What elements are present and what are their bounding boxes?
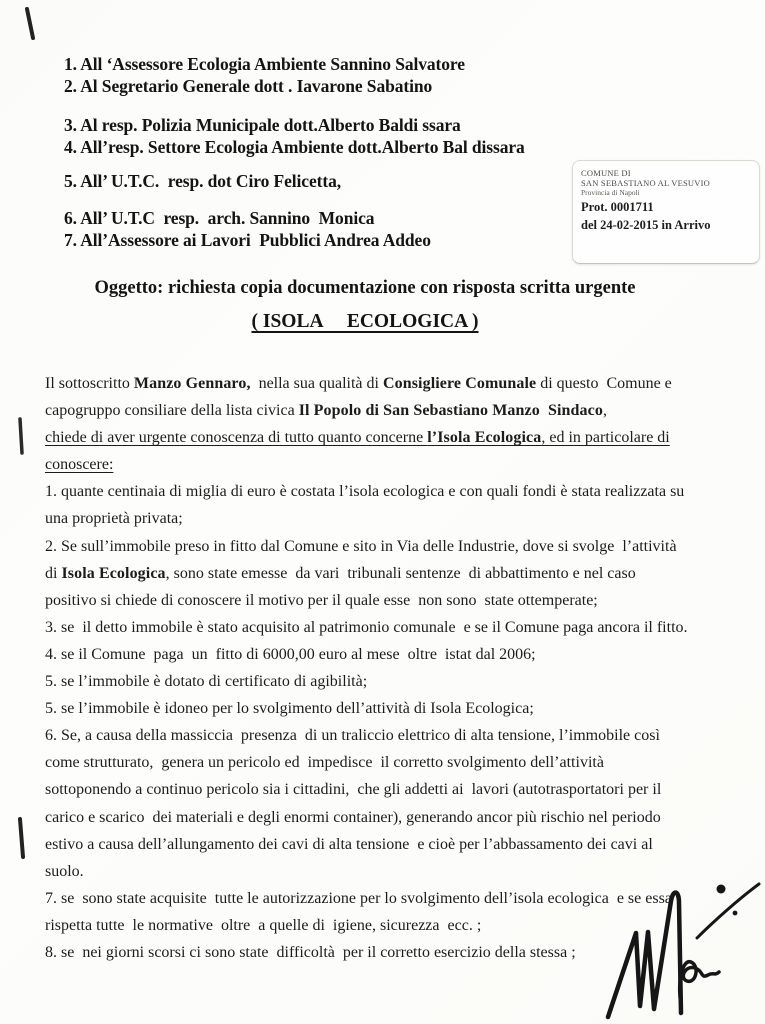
addressee-group bbox=[64, 171, 341, 193]
body-segment: 2. Se sull’immobile preso in fitto dal Comune e sito in Via delle Industrie, dove si svolge l’attività bbox=[45, 537, 677, 555]
body-segment: 7. se sono state acquisite tutte le autorizzazione per lo svolgimento dell’isola ecologica e se essa bbox=[45, 889, 672, 907]
stamp-date-line: del 24-02-2015 in Arrivo bbox=[581, 218, 711, 232]
body-line bbox=[45, 722, 745, 749]
body-segment: sottoponendo a continuo pericolo sia i cittadini, che gli addetti ai lavori (autotrasportatori per il bbox=[45, 781, 662, 799]
body-line bbox=[45, 885, 745, 912]
body-segment: come strutturato, genera un pericolo ed impedisce il corretto svolgimento dell’attività bbox=[45, 754, 604, 772]
body-line bbox=[45, 533, 745, 560]
addressee-line: 7. All’Assessore ai Lavori Pubblici Andrea Addeo bbox=[64, 229, 431, 250]
body-segment: capogruppo consiliare della lista civica bbox=[45, 402, 299, 420]
body-line bbox=[45, 397, 745, 424]
ink-mark-top-left bbox=[0, 0, 60, 60]
addressee-group bbox=[64, 208, 431, 251]
body-segment: carico e scarico dei materiali e degli enormi container), generando ancor più rischio nel periodo bbox=[45, 808, 661, 826]
body-segment-bold: l’Isola Ecologica bbox=[427, 429, 542, 447]
addressee-line: 1. All ‘Assessore Ecologia Ambiente Sannino Salvatore bbox=[64, 54, 465, 74]
body-segment: suolo. bbox=[45, 862, 84, 880]
body-segment: di bbox=[45, 564, 62, 582]
body-line bbox=[45, 505, 745, 532]
body-segment: 1. quante centinaia di miglia di euro è costata l’isola ecologica e con quali fondi è stata realizzata su bbox=[45, 483, 685, 501]
body-segment: Il sottoscritto bbox=[45, 375, 134, 392]
body-segment: nella sua qualità di bbox=[250, 375, 383, 392]
addressee-line: 6. All’ U.T.C resp. arch. Sannino Monica bbox=[64, 208, 375, 228]
stamp-commune-line: COMUNE DI bbox=[581, 168, 631, 178]
addressee-group bbox=[64, 115, 525, 158]
addressee-line: 2. Al Segretario Generale dott . Iavarone Sabatino bbox=[64, 75, 433, 96]
body-line bbox=[45, 424, 745, 451]
body-segment: , sono state emesse da vari tribunali sentenze di abbattimento e nel caso bbox=[165, 564, 636, 582]
body-line bbox=[45, 370, 745, 397]
body-segment-bold: Consigliere Comunale bbox=[382, 375, 537, 392]
body-segment: , ed in particolare di bbox=[541, 429, 670, 447]
body-line bbox=[45, 641, 745, 668]
body-segment-bold: Manzo Gennaro, bbox=[133, 375, 251, 392]
addressee-line: 5. All’ U.T.C. resp. dot Ciro Felicetta, bbox=[64, 171, 341, 191]
letter-body bbox=[45, 370, 745, 966]
body-segment: conoscere: bbox=[45, 456, 114, 474]
subject-emphasis bbox=[45, 311, 685, 333]
stamp-city-line: SAN SEBASTIANO AL VESUVIO bbox=[581, 178, 710, 188]
addressee-line: 4. All’resp. Settore Ecologia Ambiente dott.Alberto Bal dissara bbox=[64, 136, 525, 157]
addressee-line: 3. Al resp. Polizia Municipale dott.Alberto Baldi ssara bbox=[64, 115, 461, 135]
addressee-group bbox=[64, 54, 465, 97]
body-segment: rispetta tutte le normative oltre a quelle di igiene, sicurezza ecc. ; bbox=[45, 916, 482, 934]
body-segment: 5. se l’immobile è dotato di certificato di agibilità; bbox=[45, 673, 368, 691]
body-line bbox=[45, 451, 745, 478]
body-segment-bold: Isola Ecologica bbox=[61, 564, 166, 582]
body-segment: , bbox=[602, 402, 607, 420]
body-segment: 6. Se, a causa della massiccia presenza di un traliccio elettrico di alta tensione, l’immobile così bbox=[45, 727, 660, 745]
body-segment: una proprietà privata; bbox=[45, 510, 183, 528]
stamp-province-line: Provincia di Napoli bbox=[581, 188, 640, 197]
body-line bbox=[45, 804, 745, 831]
body-line bbox=[45, 668, 745, 695]
subject-emphasis-text: ( ISOLA ECOLOGICA ) bbox=[251, 311, 479, 332]
body-segment: 4. se il Comune paga un fitto di 6000,00 euro al mese oltre istat dal 2006; bbox=[45, 645, 536, 663]
body-line bbox=[45, 560, 745, 587]
stamp-protocol-number: Prot. 0001711 bbox=[581, 200, 654, 214]
body-segment: di questo Comune e bbox=[536, 375, 672, 392]
body-line bbox=[45, 614, 745, 641]
protocol-stamp bbox=[572, 160, 760, 264]
body-line bbox=[45, 587, 745, 614]
subject-line: Oggetto: richiesta copia documentazione con risposta scritta urgente bbox=[94, 278, 636, 298]
body-line bbox=[45, 912, 745, 939]
body-segment-bold: Il Popolo di San Sebastiano Manzo Sindaco bbox=[298, 402, 603, 420]
body-segment: estivo a causa dell’allungamento dei cavi di alta tensione e cioè per l’abbassamento dei cavi al bbox=[45, 835, 653, 853]
body-segment: 3. se il detto immobile è stato acquisito al patrimonio comunale e se il Comune paga ancora il fitto. bbox=[45, 618, 688, 636]
body-segment: 8. se nei giorni scorsi ci sono state difficoltà per il corretto esercizio della stessa ; bbox=[45, 943, 576, 961]
body-line bbox=[45, 695, 745, 722]
body-segment: 5. se l’immobile è idoneo per lo svolgimento dell’attività di Isola Ecologica; bbox=[45, 700, 534, 718]
body-line bbox=[45, 858, 745, 885]
body-segment: positivo si chiede di conoscere il motivo per il quale esse non sono state ottemperate; bbox=[45, 591, 598, 609]
body-line bbox=[45, 831, 745, 858]
body-segment: chiede di aver urgente conoscenza di tutto quanto concerne bbox=[45, 429, 428, 447]
body-line bbox=[45, 776, 745, 803]
body-line bbox=[45, 749, 745, 776]
body-line bbox=[45, 939, 745, 966]
body-line bbox=[45, 478, 745, 505]
